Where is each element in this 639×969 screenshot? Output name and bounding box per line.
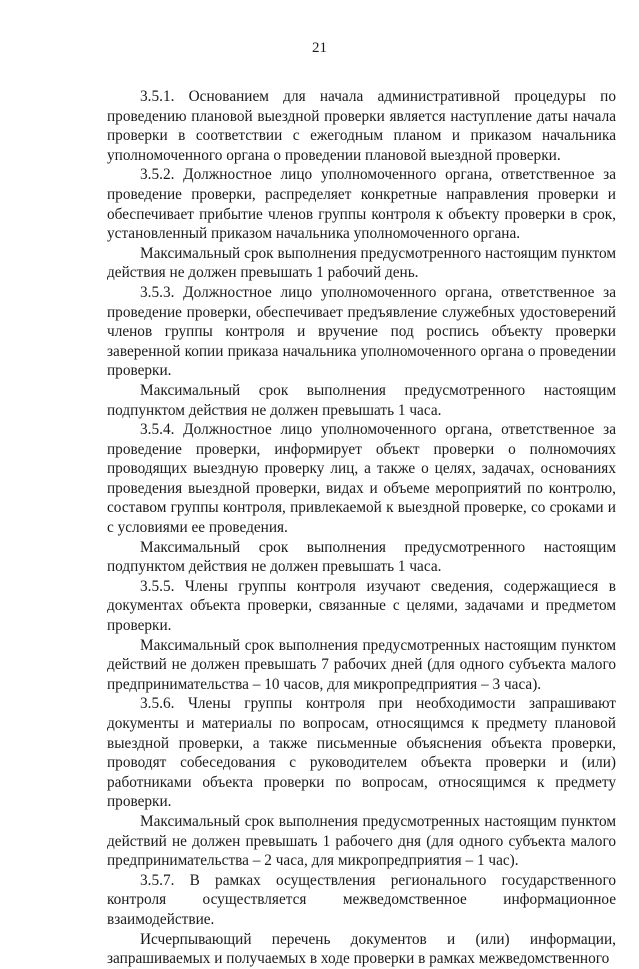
document-body <box>107 87 616 969</box>
paragraph-3-5-3: 3.5.3. Должностное лицо уполномоченного органа, ответственное за проведение проверки, обеспечивает предъявление служебных удостоверений членов группы контроля и вручение под роспись объекту проверки заверенной копии приказа начальника уполномоченного органа о проведении проверки. <box>107 283 616 380</box>
page-number: 21 <box>312 40 327 56</box>
paragraph-3-5-2: 3.5.2. Должностное лицо уполномоченного органа, ответственное за проведение проверки, распределяет конкретные направления проверки и обеспечивает прибытие членов группы контроля к объекту проверки в срок, установленный приказом начальника уполномоченного органа. <box>107 166 616 243</box>
paragraph-max-term: Максимальный срок выполнения предусмотренного настоящим пунктом действия не должен превышать 1 рабочий день. <box>107 244 616 282</box>
paragraph-3-5-5: 3.5.5. Члены группы контроля изучают сведения, содержащиеся в документах объекта проверки, связанные с целями, задачами и предметом проверки. <box>107 577 616 635</box>
paragraph-max-term: Максимальный срок выполнения предусмотренных настоящим пунктом действий не должен превышать 7 рабочих дней (для одного субъекта малого предпринимательства – 10 часов, для микропредприятия – 3 часа). <box>107 636 616 693</box>
paragraph-max-term: Максимальный срок выполнения предусмотренного настоящим подпунктом действия не должен превышать 1 часа. <box>107 538 616 576</box>
paragraph-max-term: Максимальный срок выполнения предусмотренных настоящим пунктом действий не должен превышать 1 рабочего дня (для одного субъекта малого предпринимательства – 2 часа, для микропредприятия – 1 час). <box>107 812 616 870</box>
paragraph-exhaustive-list: Исчерпывающий перечень документов и (или) информации, запрашиваемых и получаемых в ходе проверки в рамках межведомственного <box>107 930 616 968</box>
paragraph-max-term: Максимальный срок выполнения предусмотренного настоящим подпунктом действия не должен превышать 1 часа. <box>107 381 616 419</box>
paragraph-3-5-1: 3.5.1. Основанием для начала административной процедуры по проведению плановой выездной проверки является наступление даты начала проверки в соответствии с ежегодным планом и приказом начальника уполномоченного органа о проведении плановой выездной проверки. <box>107 88 616 164</box>
paragraph-3-5-4: 3.5.4. Должностное лицо уполномоченного органа, ответственное за проведение проверки, информирует объект проверки о полномочиях проводящих выездную проверку лиц, а также о целях, задачах, основаниях проведения выездной проверки, видах и объеме мероприятий по контролю, составом группы контроля, привлекаемой к выездной проверке, со сроками и с условиями ее проведения. <box>107 421 616 537</box>
paragraph-3-5-7: 3.5.7. В рамках осуществления регионального государственного контроля осуществляется межведомственное информационное взаимодействие. <box>107 871 616 928</box>
paragraph-3-5-6: 3.5.6. Члены группы контроля при необходимости запрашивают документы и материалы по вопросам, относящимся к предмету плановой выездной проверки, а также письменные объяснения объекта проверки, проводят собеседования с руководителем объекта проверки и (или) работниками объекта проверки по вопросам, относящимся к предмету проверки. <box>107 695 616 811</box>
